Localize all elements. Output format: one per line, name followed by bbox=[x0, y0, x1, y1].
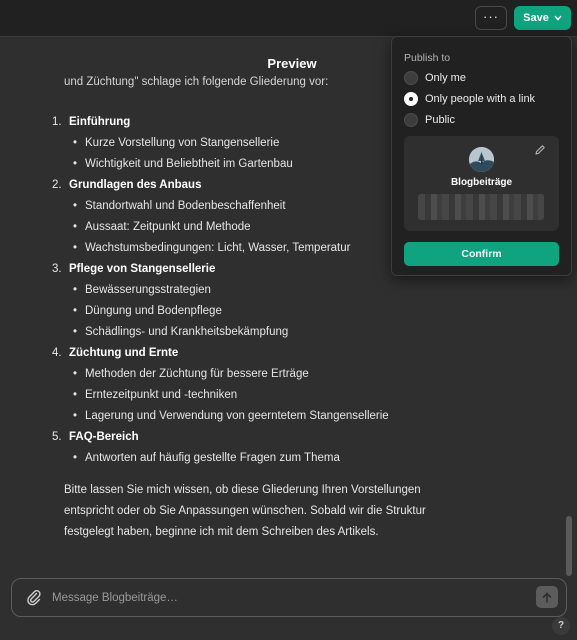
confirm-button[interactable]: Confirm bbox=[404, 242, 559, 266]
preview-title: Preview bbox=[267, 56, 317, 71]
bullet-icon: • bbox=[73, 158, 78, 170]
outline-item-text: Düngung und Bodenpflege bbox=[85, 305, 222, 317]
radio-button-selected[interactable] bbox=[404, 92, 418, 106]
outline-item-text: Erntezeitpunkt und -techniken bbox=[85, 389, 238, 401]
outline-item-text: Aussaat: Zeitpunkt und Methode bbox=[85, 221, 251, 233]
gpt-name: Blogbeiträge bbox=[450, 177, 513, 188]
radio-button[interactable] bbox=[404, 113, 418, 127]
outline-item-text: Kurze Vorstellung von Stangensellerie bbox=[85, 137, 280, 149]
radio-only-me[interactable] bbox=[404, 70, 466, 86]
pencil-icon[interactable] bbox=[534, 144, 546, 156]
section-title: Züchtung und Ernte bbox=[69, 347, 179, 359]
outline-item-text: Lagerung und Verwendung von geerntetem Stangensellerie bbox=[85, 410, 389, 422]
section-title: Pflege von Stangensellerie bbox=[69, 263, 216, 275]
outline-section bbox=[52, 427, 472, 448]
bullet-icon: • bbox=[73, 452, 78, 464]
arrow-up-icon bbox=[542, 592, 552, 603]
section-number: 5. bbox=[52, 431, 62, 443]
radio-label: Only me bbox=[425, 72, 466, 84]
gpt-card bbox=[404, 136, 559, 231]
more-options-button[interactable]: ··· bbox=[475, 6, 507, 30]
radio-label: Only people with a link bbox=[425, 93, 536, 105]
outline-section bbox=[52, 343, 472, 364]
radio-public[interactable] bbox=[404, 112, 455, 128]
bullet-icon: • bbox=[73, 326, 78, 338]
radio-link[interactable] bbox=[404, 91, 535, 107]
bullet-icon: • bbox=[73, 368, 78, 380]
outline-item-text: Wichtigkeit und Beliebtheit im Gartenbau bbox=[85, 158, 293, 170]
outline-item-text: Bewässerungsstrategien bbox=[85, 284, 211, 296]
chevron-down-icon bbox=[554, 15, 562, 21]
outline-item-text: Standortwahl und Bodenbeschaffenheit bbox=[85, 200, 286, 212]
paperclip-icon[interactable] bbox=[26, 589, 42, 607]
bullet-icon: • bbox=[73, 284, 78, 296]
outline-item bbox=[52, 301, 472, 322]
section-number: 2. bbox=[52, 179, 62, 191]
section-title: FAQ-Bereich bbox=[69, 431, 139, 443]
message-text-partial: und Züchtung" schlage ich folgende Gliederung vor: bbox=[64, 76, 329, 88]
publish-to-label: Publish to bbox=[404, 52, 451, 64]
bullet-icon: • bbox=[73, 200, 78, 212]
section-number: 1. bbox=[52, 116, 62, 128]
save-button[interactable] bbox=[514, 6, 571, 30]
section-number: 4. bbox=[52, 347, 62, 359]
top-bar bbox=[0, 0, 577, 36]
outline-item bbox=[52, 364, 472, 385]
outline-item-text: Wachstumsbedingungen: Licht, Wasser, Temperatur bbox=[85, 242, 351, 254]
closing-paragraph: Bitte lassen Sie mich wissen, ob diese Gliederung Ihren Vorstellungen entspricht oder ob Sie Anpassungen wünschen. Sobald wir die Struktur festgelegt haben, beginne ich mit dem Schreiben des Artikels. bbox=[64, 484, 426, 538]
blurred-description bbox=[418, 194, 544, 220]
outline-item-text: Schädlings- und Krankheitsbekämpfung bbox=[85, 326, 289, 338]
message-input[interactable] bbox=[52, 589, 522, 607]
section-title: Einführung bbox=[69, 116, 131, 128]
outline-item bbox=[52, 406, 472, 427]
publish-popover bbox=[391, 36, 572, 276]
avatar-image-icon bbox=[469, 147, 494, 172]
bullet-icon: • bbox=[73, 137, 78, 149]
bullet-icon: • bbox=[73, 410, 78, 422]
outline-item bbox=[52, 322, 472, 343]
radio-button[interactable] bbox=[404, 71, 418, 85]
scrollbar-thumb[interactable] bbox=[566, 516, 572, 576]
bullet-icon: • bbox=[73, 221, 78, 233]
bullet-icon: • bbox=[73, 242, 78, 254]
send-button[interactable] bbox=[536, 586, 558, 608]
help-button[interactable]: ? bbox=[552, 617, 570, 635]
outline-item-text: Methoden der Züchtung für bessere Erträge bbox=[85, 368, 309, 380]
radio-label: Public bbox=[425, 114, 455, 126]
section-number: 3. bbox=[52, 263, 62, 275]
bullet-icon: • bbox=[73, 389, 78, 401]
bullet-icon: • bbox=[73, 305, 78, 317]
section-title: Grundlagen des Anbaus bbox=[69, 179, 202, 191]
outline-item bbox=[52, 448, 472, 469]
outline-item bbox=[52, 280, 472, 301]
gpt-avatar bbox=[469, 147, 494, 172]
message-composer bbox=[11, 578, 567, 617]
outline-item-text: Antworten auf häufig gestellte Fragen zum Thema bbox=[85, 452, 340, 464]
save-button-label: Save bbox=[523, 12, 549, 24]
outline-item bbox=[52, 385, 472, 406]
